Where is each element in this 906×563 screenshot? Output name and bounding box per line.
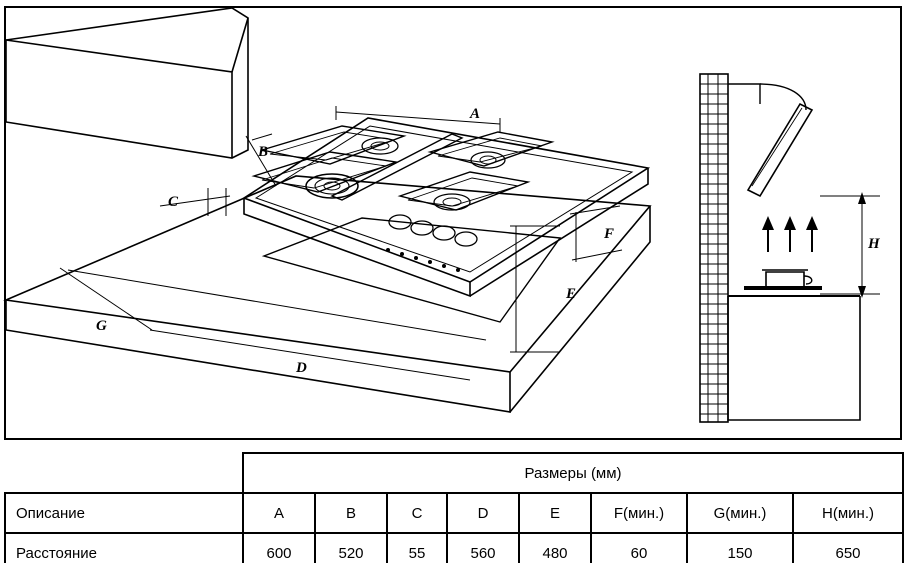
table-header-row: [5, 453, 903, 493]
airflow-arrows: [762, 216, 818, 252]
dimensions-table: [4, 452, 904, 563]
label-F: F: [604, 226, 615, 242]
label-H: H: [868, 236, 880, 252]
column-header-h: H(мин.): [793, 493, 903, 533]
row-label-distance: Расстояние: [5, 533, 243, 563]
column-header-description: Описание: [5, 493, 243, 533]
label-C: C: [168, 194, 179, 210]
label-E: E: [566, 286, 577, 302]
burner-rear-left: [362, 138, 398, 154]
dim-line-B: [252, 134, 272, 140]
label-A: A: [470, 106, 481, 122]
hood-body: [748, 104, 812, 196]
pot-handle: [804, 276, 812, 284]
table-column-row: [5, 493, 903, 533]
grate-rear-right: [430, 132, 552, 166]
cabinet-under-counter: [728, 296, 860, 420]
column-header-g: G(мин.): [687, 493, 793, 533]
value-a: 600: [243, 533, 315, 563]
column-header-b: B: [315, 493, 387, 533]
value-b: 520: [315, 533, 387, 563]
value-d: 560: [447, 533, 519, 563]
brick-wall: [700, 74, 728, 422]
value-f: 60: [591, 533, 687, 563]
knob-2: [411, 221, 433, 235]
table-row: [5, 533, 903, 563]
label-G: G: [96, 318, 107, 334]
column-header-a: A: [243, 493, 315, 533]
column-header-d: D: [447, 493, 519, 533]
knob-4: [455, 232, 477, 246]
column-header-f: F(мин.): [591, 493, 687, 533]
dim-line-D: [68, 270, 486, 340]
wall-cabinet: [6, 8, 248, 158]
worktop-side-edge: [510, 206, 650, 412]
pot-body: [766, 272, 804, 288]
worktop-front-edge: [6, 300, 510, 412]
column-header-e: E: [519, 493, 591, 533]
column-header-c: C: [387, 493, 447, 533]
label-B: B: [258, 144, 269, 160]
label-D: D: [296, 360, 307, 376]
knob-3: [433, 226, 455, 240]
value-h: 650: [793, 533, 903, 563]
empty-corner-cell: [5, 453, 243, 493]
hood-duct: [728, 84, 760, 104]
value-g: 150: [687, 533, 793, 563]
value-e: 480: [519, 533, 591, 563]
size-header-cell: Размеры (мм): [243, 453, 903, 493]
value-c: 55: [387, 533, 447, 563]
